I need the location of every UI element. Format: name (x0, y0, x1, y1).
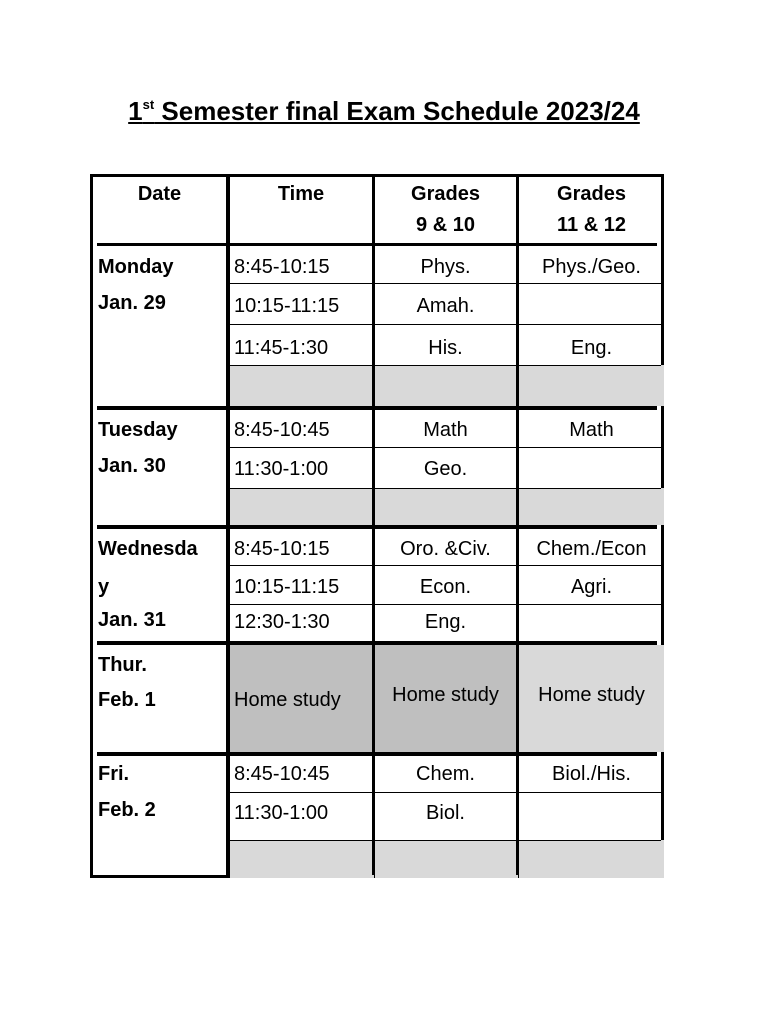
row-divider (230, 792, 661, 793)
time-cell: 11:30-1:00 (234, 458, 329, 480)
subject-cell: Phys. (420, 256, 471, 278)
subject-cell: Phys./Geo. (542, 256, 641, 278)
date-label: Feb. 1 (98, 689, 156, 711)
subject-cell: Eng. (570, 337, 613, 359)
row-divider (230, 283, 661, 284)
exam-schedule-table (90, 174, 664, 878)
day-label: Fri. (98, 763, 130, 785)
row-divider (97, 641, 657, 645)
day-label: Wednesda (98, 538, 198, 560)
subject-cell: Eng. (424, 611, 467, 633)
empty-cell (519, 840, 664, 878)
row-divider (97, 525, 657, 529)
empty-cell (375, 840, 518, 878)
subject-cell: Amah. (416, 295, 475, 317)
subject-cell: Math (423, 419, 468, 441)
subject-cell: Geo. (423, 458, 468, 480)
subject-cell: Biol. (426, 802, 465, 824)
header-grades-9-10 (375, 179, 516, 241)
date-label: Feb. 2 (98, 799, 156, 821)
header-grades-11-12 (519, 179, 664, 241)
row-divider (230, 565, 661, 566)
date-label: Jan. 30 (98, 455, 166, 477)
empty-cell (375, 488, 518, 525)
time-cell: 11:30-1:00 (234, 802, 329, 824)
row-divider (230, 447, 661, 448)
row-divider (230, 324, 661, 325)
subject-cell: Agri. (570, 576, 613, 598)
home-study-text: Home study (538, 684, 645, 706)
date-label: Jan. 31 (98, 609, 166, 631)
time-cell: 11:45-1:30 (234, 337, 329, 359)
time-cell: 10:15-11:15 (234, 576, 340, 598)
header-time: Time (277, 183, 325, 205)
empty-cell (519, 365, 664, 406)
subject-cell: His. (428, 337, 463, 359)
empty-cell (230, 488, 374, 525)
time-cell: 8:45-10:45 (234, 763, 330, 785)
row-divider (230, 488, 661, 489)
home-study-text: Home study (392, 684, 499, 706)
day-label: Thur. (98, 654, 147, 676)
empty-cell (230, 840, 374, 878)
row-divider (97, 243, 657, 246)
subject-cell: Biol./His. (552, 763, 631, 785)
day-label-wrap: y (98, 576, 110, 598)
time-cell: 8:45-10:45 (234, 419, 330, 441)
row-divider (97, 752, 657, 756)
header-line: 9 & 10 (416, 214, 475, 236)
subject-cell: Econ. (419, 576, 472, 598)
subject-cell: Chem./Econ (536, 538, 647, 560)
empty-cell (519, 488, 664, 525)
header-line: 11 & 12 (557, 214, 626, 236)
row-divider (230, 840, 661, 841)
header-line: Grades (411, 183, 480, 205)
header-line: Grades (557, 183, 626, 205)
day-label: Monday (98, 256, 174, 278)
header-date: Date (137, 183, 182, 205)
time-cell: 8:45-10:15 (234, 256, 330, 278)
date-label: Jan. 29 (98, 292, 166, 314)
time-cell: 8:45-10:15 (234, 538, 330, 560)
time-cell: 12:30-1:30 (234, 611, 330, 633)
empty-cell (375, 365, 518, 406)
row-divider (97, 406, 657, 410)
home-study-text: Home study (234, 689, 341, 711)
row-divider (230, 604, 661, 605)
time-cell: 10:15-11:15 (234, 295, 340, 317)
subject-cell: Chem. (416, 763, 475, 785)
page-title: 1st Semester final Exam Schedule 2023/24 (128, 96, 640, 126)
subject-cell: Math (569, 419, 614, 441)
day-label: Tuesday (98, 419, 178, 441)
subject-cell: Oro. &Civ. (400, 538, 491, 560)
row-divider (230, 365, 661, 366)
empty-cell (230, 365, 374, 406)
